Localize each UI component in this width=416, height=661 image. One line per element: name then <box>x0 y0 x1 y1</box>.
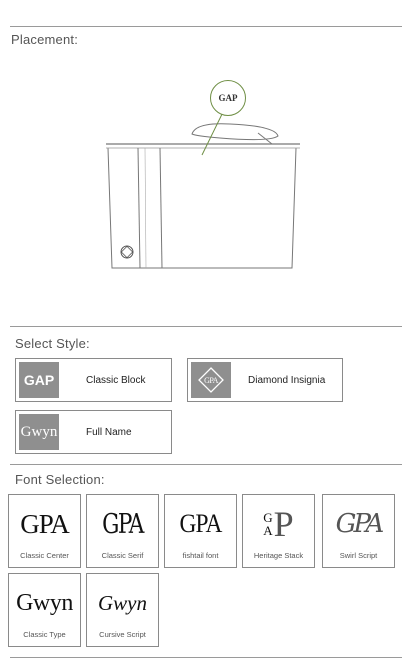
badge-text: GAP <box>218 93 238 103</box>
diamond-insignia-swatch <box>191 362 231 398</box>
heritage-letter-bottom: A <box>263 523 273 538</box>
font-option-heritage-stack[interactable] <box>242 494 315 568</box>
classic-center-sample: GPA <box>20 508 69 539</box>
diamond-insignia-label: Diamond Insignia <box>248 374 326 386</box>
bag-placement-illustration <box>100 78 300 278</box>
gap-placement-badge <box>210 80 246 116</box>
font-option-classic-center[interactable] <box>8 494 81 568</box>
top-divider <box>10 26 402 27</box>
font-option-classic-serif[interactable] <box>86 494 159 568</box>
font-option-classic-type[interactable] <box>8 573 81 647</box>
heritage-letter-big: P <box>273 504 294 544</box>
cursive-script-label: Cursive Script <box>99 630 146 639</box>
font-option-swirl-script[interactable] <box>322 494 395 568</box>
style-divider <box>10 326 402 327</box>
fishtail-label: fishtail font <box>182 551 219 560</box>
full-name-swatch-text: Gwyn <box>20 423 58 440</box>
cursive-script-sample: Gwyn <box>98 590 147 615</box>
bottom-divider <box>10 657 402 658</box>
classic-serif-label: Classic Serif <box>101 551 144 560</box>
font-selection-title: Font Selection: <box>15 472 105 487</box>
classic-block-swatch <box>19 362 59 398</box>
heritage-stack-label: Heritage Stack <box>253 551 304 560</box>
font-divider <box>10 464 402 465</box>
classic-type-sample: Gwyn <box>16 589 73 616</box>
diamond-insignia-swatch-text: GPA <box>204 375 218 385</box>
fishtail-sample: GPA <box>179 509 222 538</box>
style-option-full-name[interactable] <box>15 410 172 454</box>
heritage-letter-top: G <box>263 510 273 525</box>
swirl-script-label: Swirl Script <box>339 551 378 560</box>
classic-center-label: Classic Center <box>20 551 69 560</box>
insignia-icon <box>121 246 133 258</box>
classic-serif-sample: GPA <box>102 508 143 540</box>
placement-title: Placement: <box>11 32 79 47</box>
style-option-classic-block[interactable] <box>15 358 172 402</box>
full-name-swatch <box>19 414 59 450</box>
select-style-title: Select Style: <box>15 336 90 351</box>
heritage-stack-sample <box>243 503 314 545</box>
font-option-cursive-script[interactable] <box>86 573 159 647</box>
full-name-label: Full Name <box>86 426 132 438</box>
style-option-diamond-insignia[interactable] <box>187 358 343 402</box>
classic-block-swatch-text: GAP <box>23 372 55 388</box>
font-option-fishtail[interactable] <box>164 494 237 568</box>
classic-block-label: Classic Block <box>86 374 146 386</box>
swirl-script-sample: GPA <box>335 509 382 539</box>
classic-type-label: Classic Type <box>23 630 66 639</box>
